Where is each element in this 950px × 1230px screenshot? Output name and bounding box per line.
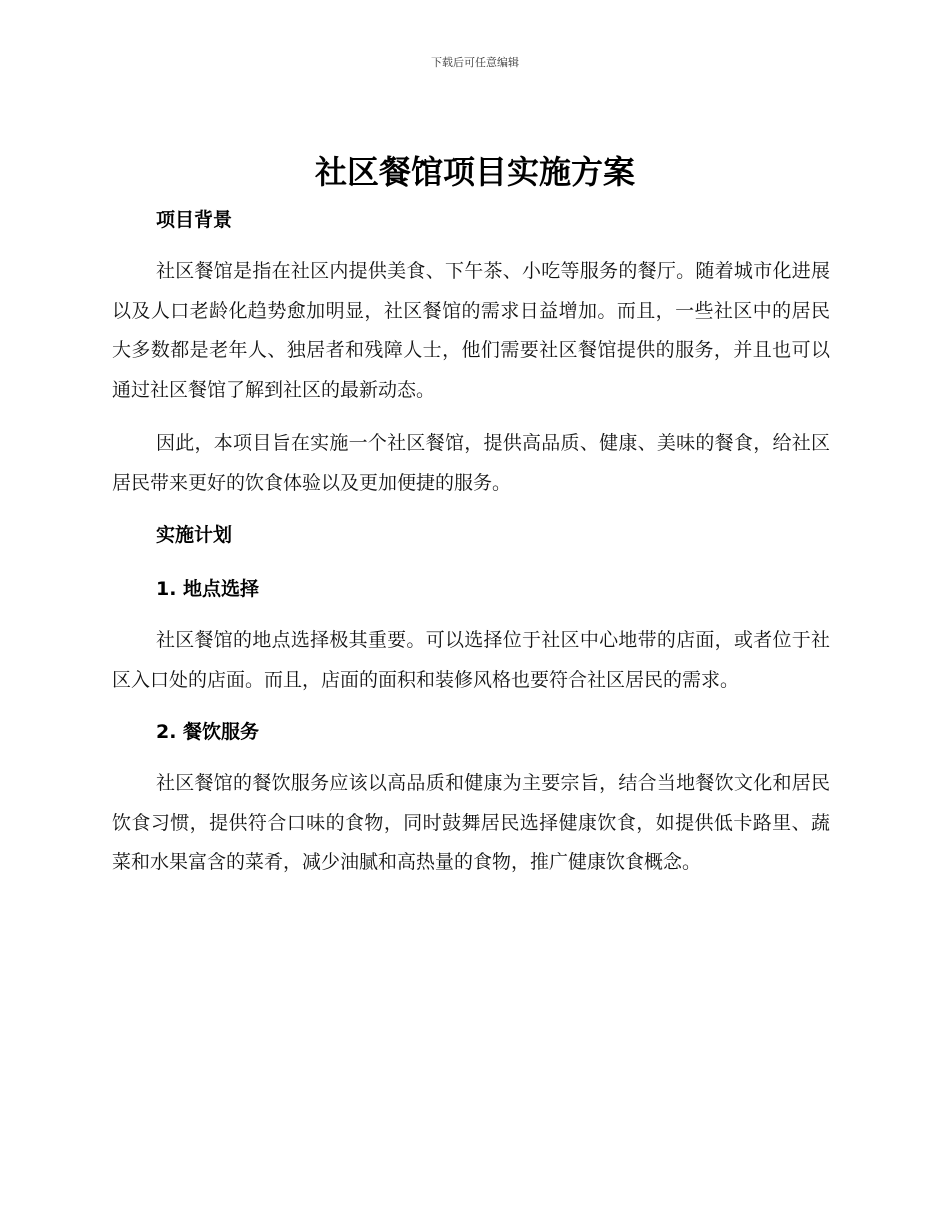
header-note: 下载后可任意编辑: [431, 56, 519, 69]
section-heading-background: 项目背景: [156, 209, 233, 231]
paragraph-location: 社区餐馆的地点选择极其重要。可以选择位于社区中心地带的店面，或者位于社区入口处的店面。而且，店面的面积和装修风格也要符合社区居民的需求。: [112, 629, 830, 691]
section-heading-service: 2. 餐饮服务: [156, 721, 260, 743]
section-heading-location: 1. 地点选择: [156, 578, 260, 600]
section-heading-plan: 实施计划: [156, 524, 233, 546]
paragraph-background-2: 因此，本项目旨在实施一个社区餐馆，提供高品质、健康、美味的餐食，给社区居民带来更好的饮食体验以及更加便捷的服务。: [112, 432, 830, 494]
document-title: 社区餐馆项目实施方案: [314, 153, 635, 191]
document-body: [112, 198, 830, 883]
paragraph-background-1: 社区餐馆是指在社区内提供美食、下午茶、小吃等服务的餐厅。随着城市化进展以及人口老龄化趋势愈加明显，社区餐馆的需求日益增加。而且，一些社区中的居民大多数都是老年人、独居者和残障人士，他们需要社区餐馆提供的服务，并且也可以通过社区餐馆了解到社区的最新动态。: [112, 260, 830, 401]
paragraph-service: 社区餐馆的餐饮服务应该以高品质和健康为主要宗旨，结合当地餐饮文化和居民饮食习惯，提供符合口味的食物，同时鼓舞居民选择健康饮食，如提供低卡路里、蔬菜和水果富含的菜肴，减少油腻和高热量的食物，推广健康饮食概念。: [112, 772, 830, 873]
